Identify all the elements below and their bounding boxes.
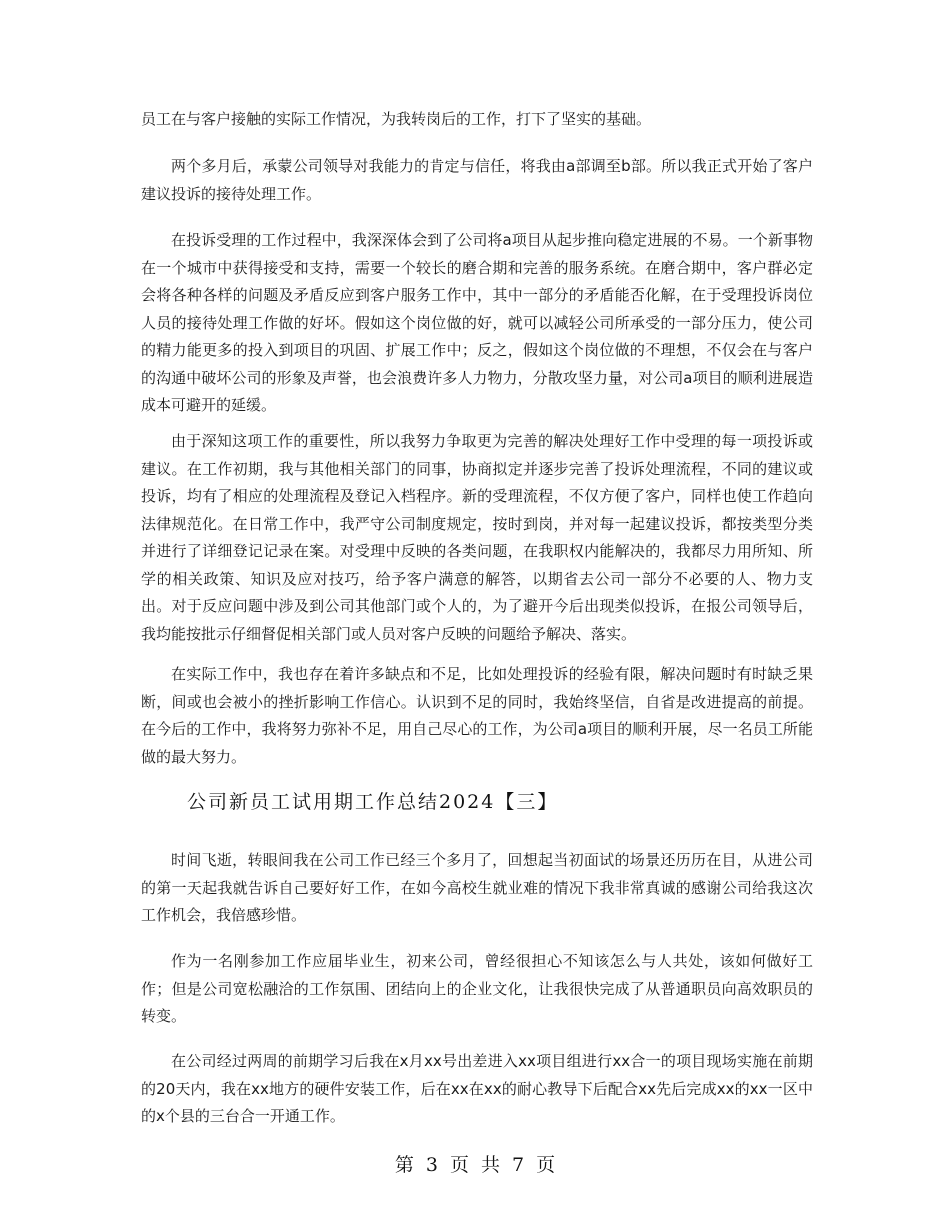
paragraph-new-graduate: 作为一名刚参加工作应届毕业生，初来公司，曾经很担心不知该怎么与人共处，该如何做好工作；但是公司宽松融洽的工作氛围、团结向上的企业文化，让我很快完成了从普通职员向高效职员的转变。	[141, 952, 813, 1025]
paragraph-continuation: 员工在与客户接触的实际工作情况，为我转岗后的工作，打下了坚实的基础。	[141, 110, 652, 128]
page-footer: 第 3 页 共 7 页	[394, 1154, 556, 1176]
paragraph-importance: 由于深知这项工作的重要性，所以我努力争取更为完善的解决处理好工作中受理的每一项投诉或建议。在工作初期，我与其他相关部门的同事，协商拟定并逐步完善了投诉处理流程，不同的建议或投诉，均有了相应的处理流程及登记入档程序。新的受理流程，不仅方便了客户，同样也使工作趋向法律规范化。在日常工作中，我严守公司制度规定，按时到岗，并对每一起建议投诉，都按类型分类并进行了详细登记记录在案。对受理中反映的各类问题，在我职权内能解决的，我都尽力用所知、所学的相关政策、知识及应对技巧，给予客户满意的解答，以期省去公司一部分不必要的人、物力支出。对于反应问题中涉及到公司其他部门或个人的，为了避开今后出现类似投诉，在报公司领导后，我均能按批示仔细督促相关部门或人员对客户反映的问题给予解决、落实。	[141, 432, 813, 643]
paragraph-transfer: 两个多月后，承蒙公司领导对我能力的肯定与信任，将我由a部调至b部。所以我正式开始了客户建议投诉的接待处理工作。	[141, 157, 813, 203]
paragraph-time-flies: 时间飞逝，转眼间我在公司工作已经三个多月了，回想起当初面试的场景还历历在目，从进公司的第一天起我就告诉自己要好好工作，在如今高校生就业难的情况下我非常真诚的感谢公司给我这次工作机会，我倍感珍惜。	[141, 851, 813, 924]
paragraph-complaint-process: 在投诉受理的工作过程中，我深深体会到了公司将a项目从起步推向稳定进展的不易。一个新事物在一个城市中获得接受和支持，需要一个较长的磨合期和完善的服务系统。在磨合期中，客户群必定会将各种各样的问题及矛盾反应到客户服务工作中，其中一部分的矛盾能否化解，在于受理投诉岗位人员的接待处理工作做的好坏。假如这个岗位做的好，就可以减轻公司所承受的一部分压力，使公司的精力能更多的投入到项目的巩固、扩展工作中；反之，假如这个岗位做的不理想，不仅会在与客户的沟通中破坏公司的形象及声誉，也会浪费许多人力物力，分散攻坚力量，对公司a项目的顺利进展造成本可避开的延缓。	[141, 231, 813, 414]
section-title: 公司新员工试用期工作总结2024【三】	[187, 791, 559, 813]
paragraph-shortcomings: 在实际工作中，我也存在着许多缺点和不足，比如处理投诉的经验有限，解决问题时有时缺乏果断，间或也会被小的挫折影响工作信心。认识到不足的同时，我始终坚信，自省是改进提高的前提。在今后的工作中，我将努力弥补不足，用自己尽心的工作，为公司a项目的顺利开展，尽一名员工所能做的最大努力。	[141, 665, 813, 766]
paragraph-project-work: 在公司经过两周的前期学习后我在x月xx号出差进入xx项目组进行xx合一的项目现场实施在前期的20天内，我在xx地方的硬件安装工作，后在xx在xx的耐心教导下后配合xx先后完成xx的xx一区中的x个县的三台合一开通工作。	[141, 1052, 813, 1125]
